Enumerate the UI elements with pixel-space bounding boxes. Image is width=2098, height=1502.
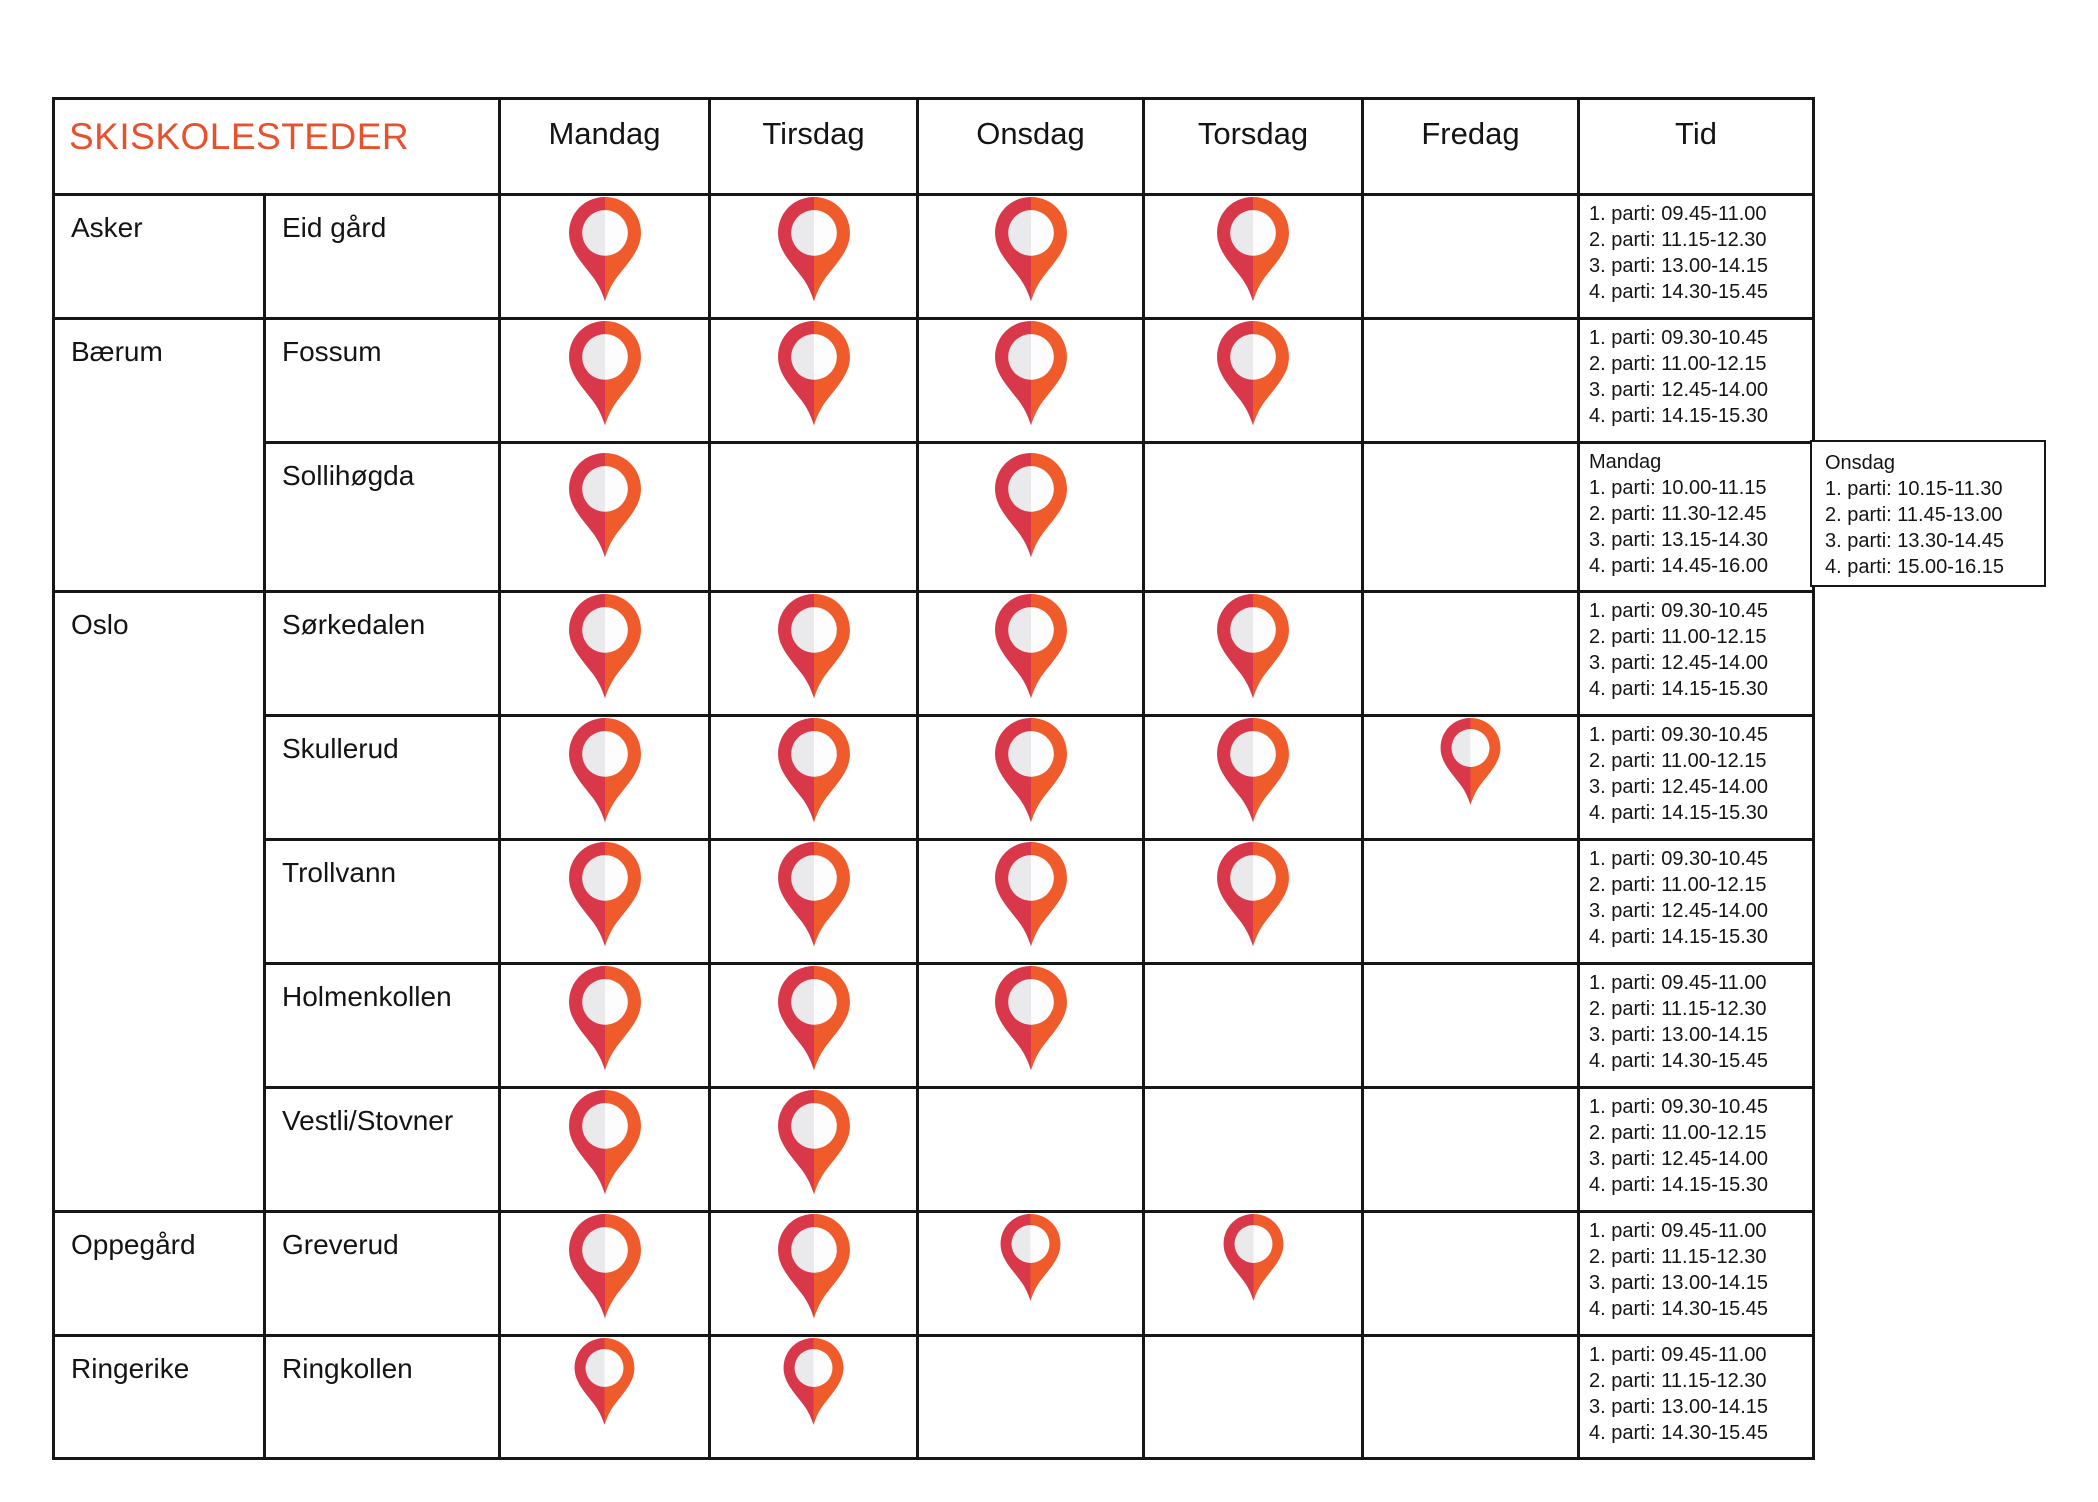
- page-title: SKISKOLESTEDER: [54, 99, 500, 195]
- location-pin-icon: [770, 594, 858, 708]
- tid-cell: [1579, 716, 1814, 840]
- place-label: Fossum: [265, 319, 500, 443]
- day-cell: [1144, 840, 1363, 964]
- tid-line: 3. parti: 12.45-14.00: [1589, 900, 1769, 922]
- table-row: [54, 716, 1814, 840]
- location-pin-icon: [770, 718, 858, 832]
- tid-cell: [1579, 195, 1814, 319]
- tid-line: 2. parti: 11.00-12.15: [1589, 874, 1767, 896]
- location-pin-icon: [987, 321, 1075, 435]
- location-pin-icon: [770, 966, 858, 1080]
- day-cell: [500, 1212, 710, 1336]
- place-label: Sørkedalen: [265, 592, 500, 716]
- day-cell: [1144, 1088, 1363, 1212]
- tid-lines: [1589, 201, 1808, 305]
- tid-line: 4. parti: 14.15-15.30: [1589, 405, 1769, 427]
- tid-day-label: Mandag: [1589, 451, 1662, 473]
- table-row: [54, 840, 1814, 964]
- region-label: Oppegård: [54, 1212, 265, 1336]
- tid-lines: [1589, 475, 1808, 579]
- tid-line: 3. parti: 13.15-14.30: [1589, 529, 1769, 551]
- day-cell: [1363, 964, 1579, 1088]
- tid-line: 1. parti: 10.15-11.30: [1825, 478, 2003, 500]
- column-header-tid: Tid: [1579, 99, 1814, 195]
- tid-lines: [1589, 1094, 1808, 1198]
- place-label: Eid gård: [265, 195, 500, 319]
- tid-line: 3. parti: 13.00-14.15: [1589, 255, 1769, 277]
- location-pin-icon: [770, 197, 858, 311]
- tid-line: 4. parti: 14.30-15.45: [1589, 281, 1769, 303]
- tid-line: 2. parti: 11.00-12.15: [1589, 626, 1767, 648]
- tid-line: 4. parti: 14.15-15.30: [1589, 926, 1769, 948]
- tid-lines: [1589, 722, 1808, 826]
- location-pin-icon: [770, 1214, 858, 1328]
- table-row: [54, 1336, 1814, 1459]
- tid-line: 3. parti: 12.45-14.00: [1589, 379, 1769, 401]
- tid-line: 2. parti: 11.00-12.15: [1589, 353, 1767, 375]
- place-label: Vestli/Stovner: [265, 1088, 500, 1212]
- day-cell: [918, 1212, 1144, 1336]
- tid-lines: [1589, 1218, 1808, 1322]
- tid-cell: [1579, 443, 1814, 592]
- tid-line: 1. parti: 09.30-10.45: [1589, 327, 1769, 349]
- day-cell: [918, 195, 1144, 319]
- tid-day-label: Onsdag: [1825, 452, 1896, 474]
- day-cell: [710, 716, 918, 840]
- tid-line: 4. parti: 14.15-15.30: [1589, 802, 1769, 824]
- tid-line: 2. parti: 11.15-12.30: [1589, 1246, 1767, 1268]
- day-cell: [710, 1212, 918, 1336]
- location-pin-icon: [1209, 594, 1297, 708]
- tid-cell: [1579, 964, 1814, 1088]
- location-pin-icon: [1209, 842, 1297, 956]
- day-cell: [918, 592, 1144, 716]
- location-pin-icon: [770, 321, 858, 435]
- location-pin-icon: [770, 1090, 858, 1204]
- region-label: Oslo: [54, 592, 265, 1212]
- day-cell: [1144, 319, 1363, 443]
- day-cell: [500, 1088, 710, 1212]
- onsdag-times-note: [1810, 440, 2046, 587]
- tid-line: 4. parti: 14.15-15.30: [1589, 678, 1769, 700]
- tid-line: 4. parti: 15.00-16.15: [1825, 556, 2005, 578]
- day-cell: [1363, 1336, 1579, 1459]
- column-header-onsdag: Onsdag: [918, 99, 1144, 195]
- table-row: [54, 592, 1814, 716]
- tid-line: 4. parti: 14.30-15.45: [1589, 1422, 1769, 1444]
- location-pin-icon: [987, 842, 1075, 956]
- tid-line: 3. parti: 13.00-14.15: [1589, 1024, 1769, 1046]
- location-pin-icon: [1434, 718, 1507, 813]
- tid-line: 1. parti: 09.45-11.00: [1589, 1344, 1767, 1366]
- table-row: [54, 195, 1814, 319]
- location-pin-icon: [1209, 197, 1297, 311]
- header-row: [54, 99, 1814, 195]
- tid-cell: [1579, 319, 1814, 443]
- location-pin-icon: [987, 197, 1075, 311]
- tid-line: 1. parti: 09.30-10.45: [1589, 1096, 1769, 1118]
- day-cell: [1363, 840, 1579, 964]
- day-cell: [500, 443, 710, 592]
- tid-line: 1. parti: 10.00-11.15: [1589, 477, 1767, 499]
- tid-line: 2. parti: 11.00-12.15: [1589, 750, 1767, 772]
- day-cell: [918, 443, 1144, 592]
- day-cell: [500, 964, 710, 1088]
- tid-line: 2. parti: 11.45-13.00: [1825, 504, 2003, 526]
- tid-cell: [1579, 1088, 1814, 1212]
- day-cell: [918, 716, 1144, 840]
- column-header-torsdag: Torsdag: [1144, 99, 1363, 195]
- tid-line: 3. parti: 12.45-14.00: [1589, 1148, 1769, 1170]
- location-pin-icon: [987, 718, 1075, 832]
- tid-cell: [1579, 1212, 1814, 1336]
- day-cell: [1363, 592, 1579, 716]
- tid-cell: [1579, 840, 1814, 964]
- tid-lines: [1589, 970, 1808, 1074]
- ski-schedule-table: [52, 97, 1815, 1460]
- column-header-fredag: Fredag: [1363, 99, 1579, 195]
- region-label: Asker: [54, 195, 265, 319]
- place-label: Sollihøgda: [265, 443, 500, 592]
- day-cell: [918, 840, 1144, 964]
- column-header-tirsdag: Tirsdag: [710, 99, 918, 195]
- day-cell: [1363, 1212, 1579, 1336]
- location-pin-icon: [561, 453, 649, 567]
- region-label: Bærum: [54, 319, 265, 592]
- tid-line: 1. parti: 09.30-10.45: [1589, 600, 1769, 622]
- tid-line: 2. parti: 11.15-12.30: [1589, 1370, 1767, 1392]
- place-label: Ringkollen: [265, 1336, 500, 1459]
- day-cell: [1144, 443, 1363, 592]
- tid-line: 2. parti: 11.15-12.30: [1589, 229, 1767, 251]
- location-pin-icon: [987, 453, 1075, 567]
- table-row: [54, 1212, 1814, 1336]
- tid-line: 2. parti: 11.15-12.30: [1589, 998, 1767, 1020]
- day-cell: [1144, 1212, 1363, 1336]
- day-cell: [1363, 319, 1579, 443]
- day-cell: [500, 840, 710, 964]
- location-pin-icon: [1217, 1214, 1290, 1309]
- day-cell: [918, 1088, 1144, 1212]
- day-cell: [1144, 1336, 1363, 1459]
- tid-line: 3. parti: 13.30-14.45: [1825, 530, 2005, 552]
- tid-lines: [1825, 476, 2044, 580]
- tid-cell: [1579, 592, 1814, 716]
- day-cell: [710, 840, 918, 964]
- day-cell: [500, 716, 710, 840]
- day-cell: [1363, 443, 1579, 592]
- tid-line: 1. parti: 09.45-11.00: [1589, 203, 1767, 225]
- tid-line: 4. parti: 14.15-15.30: [1589, 1174, 1769, 1196]
- day-cell: [710, 592, 918, 716]
- day-cell: [1144, 716, 1363, 840]
- day-cell: [710, 964, 918, 1088]
- region-label: Ringerike: [54, 1336, 265, 1459]
- location-pin-icon: [561, 718, 649, 832]
- tid-line: 2. parti: 11.30-12.45: [1589, 503, 1767, 525]
- day-cell: [918, 1336, 1144, 1459]
- tid-line: 3. parti: 12.45-14.00: [1589, 776, 1769, 798]
- tid-cell: [1579, 1336, 1814, 1459]
- day-cell: [1144, 195, 1363, 319]
- tid-line: 4. parti: 14.45-16.00: [1589, 555, 1769, 577]
- location-pin-icon: [561, 1090, 649, 1204]
- tid-line: 1. parti: 09.45-11.00: [1589, 1220, 1767, 1242]
- table-row: [54, 319, 1814, 443]
- tid-lines: [1589, 325, 1808, 429]
- location-pin-icon: [568, 1338, 641, 1433]
- tid-line: 3. parti: 13.00-14.15: [1589, 1396, 1769, 1418]
- day-cell: [710, 195, 918, 319]
- table-row: [54, 1088, 1814, 1212]
- location-pin-icon: [561, 842, 649, 956]
- location-pin-icon: [770, 842, 858, 956]
- tid-line: 4. parti: 14.30-15.45: [1589, 1050, 1769, 1072]
- day-cell: [500, 319, 710, 443]
- place-label: Trollvann: [265, 840, 500, 964]
- place-label: Holmenkollen: [265, 964, 500, 1088]
- day-cell: [710, 1336, 918, 1459]
- location-pin-icon: [987, 966, 1075, 1080]
- day-cell: [500, 592, 710, 716]
- location-pin-icon: [1209, 321, 1297, 435]
- day-cell: [918, 964, 1144, 1088]
- location-pin-icon: [561, 1214, 649, 1328]
- day-cell: [1363, 1088, 1579, 1212]
- location-pin-icon: [994, 1214, 1067, 1309]
- location-pin-icon: [561, 197, 649, 311]
- day-cell: [710, 319, 918, 443]
- location-pin-icon: [561, 966, 649, 1080]
- tid-line: 1. parti: 09.30-10.45: [1589, 848, 1769, 870]
- tid-line: 3. parti: 13.00-14.15: [1589, 1272, 1769, 1294]
- tid-line: 4. parti: 14.30-15.45: [1589, 1298, 1769, 1320]
- day-cell: [918, 319, 1144, 443]
- day-cell: [710, 443, 918, 592]
- location-pin-icon: [987, 594, 1075, 708]
- tid-lines: [1589, 1342, 1808, 1446]
- day-cell: [1363, 195, 1579, 319]
- day-cell: [710, 1088, 918, 1212]
- column-header-mandag: Mandag: [500, 99, 710, 195]
- tid-line: 3. parti: 12.45-14.00: [1589, 652, 1769, 674]
- day-cell: [1144, 964, 1363, 1088]
- day-cell: [1363, 716, 1579, 840]
- location-pin-icon: [561, 594, 649, 708]
- location-pin-icon: [561, 321, 649, 435]
- location-pin-icon: [777, 1338, 850, 1433]
- day-cell: [1144, 592, 1363, 716]
- tid-line: 2. parti: 11.00-12.15: [1589, 1122, 1767, 1144]
- tid-lines: [1589, 846, 1808, 950]
- day-cell: [500, 195, 710, 319]
- place-label: Skullerud: [265, 716, 500, 840]
- tid-line: 1. parti: 09.45-11.00: [1589, 972, 1767, 994]
- location-pin-icon: [1209, 718, 1297, 832]
- tid-line: 1. parti: 09.30-10.45: [1589, 724, 1769, 746]
- place-label: Greverud: [265, 1212, 500, 1336]
- table-row: [54, 964, 1814, 1088]
- day-cell: [500, 1336, 710, 1459]
- tid-lines: [1589, 598, 1808, 702]
- table-row: [54, 443, 1814, 592]
